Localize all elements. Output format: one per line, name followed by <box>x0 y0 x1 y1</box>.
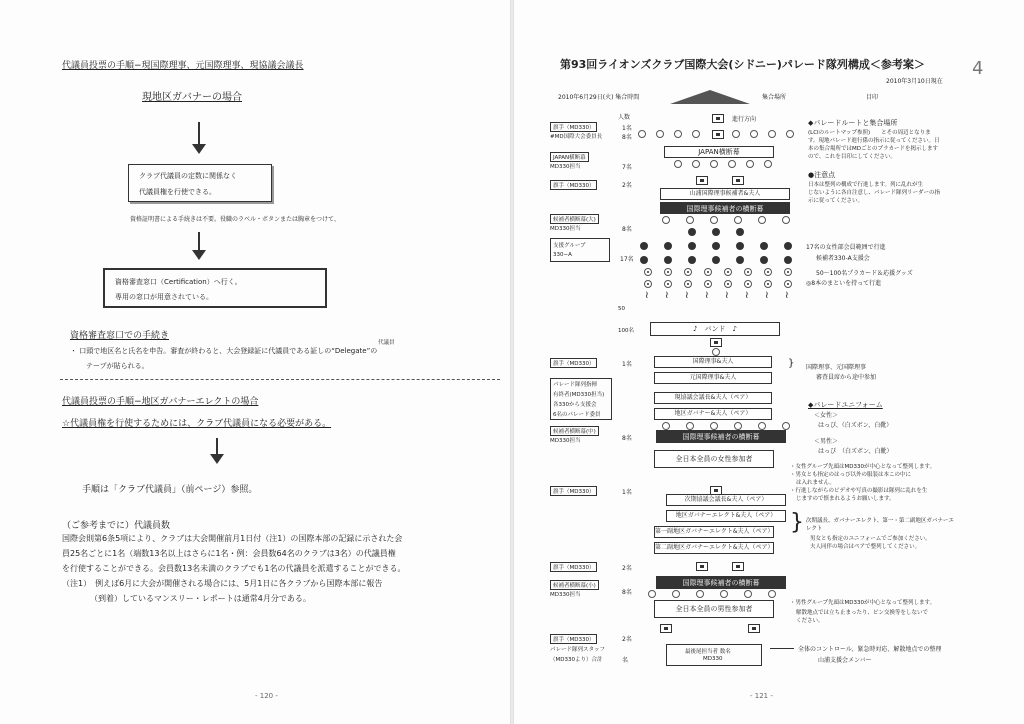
note-no-certificate: 資格証明書による手続きは不要。役職のラベル・ボタンまたは胸章をつけて、 <box>130 216 340 223</box>
pair-box: 地区ガバナー&夫人（ペア） <box>654 408 772 420</box>
intl-note-2: 審査員席から途中参加 <box>816 374 877 381</box>
side-count: 100名 <box>618 328 634 334</box>
women-marker <box>736 228 744 236</box>
women-marker <box>688 228 696 236</box>
women-marker <box>712 242 720 250</box>
flag-icon <box>732 562 744 571</box>
down-arrow-icon <box>198 232 200 258</box>
elect-note: 夫人同伴の場合はペアで整列してください。 <box>810 544 921 550</box>
date-line: 2010年6月29日(火) 集合時間 <box>558 94 640 101</box>
pair-box: 元国際理事&夫人 <box>654 372 772 384</box>
participant-marker <box>734 216 742 224</box>
ruby-delegate: 代議員 <box>378 340 395 346</box>
caution-heading: ●注意点 <box>808 171 836 179</box>
row-count: 2名 <box>622 182 632 189</box>
row-count: 名 <box>622 657 629 664</box>
date-current: 2010年3月10日現在 <box>886 78 943 85</box>
landmark: 目印 <box>866 94 879 101</box>
certification-box: 資格審査窓口（Certification）へ行く。 専用の窓口が用意されている。 <box>103 268 327 308</box>
women-marker <box>640 256 648 264</box>
procedure-line1: ・ 口頭で地区名と氏名を申告。審査が終わると、大会登録証に代議員である証しの“Delegate”の <box>70 347 378 355</box>
mato-note: ◎8本のまといを持って行進 <box>806 280 882 287</box>
placard-marker <box>744 280 752 288</box>
placard-marker <box>704 268 712 276</box>
route-note: 本の集合場所ではMDごとのプラカードを掲示します <box>808 146 938 152</box>
participant-marker <box>696 590 704 598</box>
row-label: #MD国際大会委員長 <box>550 134 603 140</box>
placard-marker <box>684 280 692 288</box>
row-label: MD330担当 <box>550 164 581 170</box>
page-number: - 120 - <box>255 692 278 700</box>
placard-marker <box>644 268 652 276</box>
participant-marker <box>662 216 670 224</box>
row-label: 旗手（MD330） <box>550 358 597 368</box>
mato-icon: ≀ <box>645 290 649 301</box>
direction-label: 進行方向 <box>732 116 757 123</box>
last-staff-box: 最後尾担当者 数名 MD330 <box>666 644 762 666</box>
placard-marker <box>644 280 652 288</box>
placard-marker <box>664 268 672 276</box>
row-label: パレード隊列スタッフ <box>550 647 606 653</box>
placard-marker <box>724 280 732 288</box>
down-arrow-icon <box>198 122 200 152</box>
section1-title: 代議員投票の手順−現国際理事、元国際理事、現協議会議長 <box>62 61 304 71</box>
row-label: 旗手（MD330） <box>550 122 597 132</box>
row-label: 旗手（MD330） <box>550 634 597 644</box>
women-group-note: ・行進しながらのビデオや写真の撮影は隊列に乱れを生 <box>790 488 928 494</box>
reference-line: 員25名ごとに1名（端数13名以上はさらに1名・例：会員数64名のクラブは3名）の代議員権 <box>62 549 396 558</box>
participant-marker <box>782 216 790 224</box>
women-marker <box>664 256 672 264</box>
male-attire: はっぴ （白ズボン、白靴） <box>818 448 893 455</box>
side-count: 50 <box>618 306 625 312</box>
participant-marker <box>710 160 718 168</box>
mato-icon: ≀ <box>685 290 689 301</box>
placards-note: 50〜100名プラカード＆応援グッズ <box>816 270 913 277</box>
flag-icon <box>712 130 724 139</box>
flag-icon <box>696 176 708 185</box>
control-note-2: 山浦支援会メンバー <box>818 657 872 664</box>
row-count: 1名 <box>622 489 632 496</box>
placard-marker <box>784 280 792 288</box>
women-group-note: は入れません。 <box>796 480 835 486</box>
participant-marker <box>734 422 742 430</box>
mato-icon: ≀ <box>665 290 669 301</box>
procedure-heading: 資格審査窓口での手続き <box>70 331 170 341</box>
participant-marker <box>686 216 694 224</box>
women-participants: 全日本全員の女性参加者 <box>654 450 774 468</box>
men-group-note: 解散地点では立ち止まったり、ピン交換等をしないで <box>796 610 929 616</box>
section2-note: ☆代議員権を行使するためには、クラブ代議員になる必要がある。 <box>62 419 332 429</box>
row-label: 候補者横断幕(中) <box>550 426 599 436</box>
flag-icon <box>732 176 744 185</box>
elect-note: 次期議長、ガバナーエレクト、第一・第二副地区ガバナーエ <box>806 518 954 524</box>
participant-marker <box>750 130 758 138</box>
women-marker <box>784 256 792 264</box>
row-label: MD330担当 <box>550 438 581 444</box>
flag-icon <box>712 114 724 123</box>
page-number: - 121 - <box>750 692 773 700</box>
row-label: MD330担当 <box>550 592 581 598</box>
participant-marker <box>720 590 728 598</box>
mato-icon: ≀ <box>785 290 789 301</box>
route-note: す。現地パレード進行係の指示に従ってください。日 <box>808 138 940 144</box>
placard-marker <box>664 280 672 288</box>
participant-marker <box>786 130 794 138</box>
row-label: JAPAN横断幕 <box>550 152 589 162</box>
row-count: 1名 <box>622 125 632 132</box>
intl-director-banner-small: 国際理事候補者の横断幕 <box>656 576 786 589</box>
yamaura-candidate: 山浦国際理事候補者&夫人 <box>660 188 790 200</box>
participant-marker <box>732 130 740 138</box>
band-box: ♪ バンド ♪ <box>650 322 780 336</box>
uniform-heading: ◆パレードユニフォーム <box>808 401 883 409</box>
participant-marker <box>768 590 776 598</box>
men-participants: 全日本全員の男性参加者 <box>654 600 774 618</box>
caution-note: 日本は整列の構成で行進します。列に乱れが生 <box>808 182 924 188</box>
down-arrow-icon <box>216 438 218 462</box>
placard-marker <box>684 268 692 276</box>
women-note: 17名の女性部会員範囲で行進 <box>806 244 886 251</box>
mato-icon: ≀ <box>745 290 749 301</box>
flag-icon <box>696 562 708 571</box>
placard-marker <box>764 280 772 288</box>
procedure-line2: テープが貼られる。 <box>86 362 149 370</box>
right-page <box>514 0 1024 724</box>
route-heading: ◆パレードルートと集合場所 <box>808 119 898 127</box>
participant-marker <box>744 590 752 598</box>
brace-icon: } <box>788 358 795 369</box>
placard-marker <box>764 268 772 276</box>
men-group-note: ・男性グループ先頭はMD330が中心となって整列します。 <box>790 600 936 606</box>
elect-box: 次期協議会議長&夫人（ペア） <box>666 494 786 506</box>
connector-line <box>770 648 794 649</box>
parade-staff-box: パレード隊列指揮 有終者(MD330担当) 各330から支援会 6名のパレード委員 <box>550 378 612 420</box>
support-group-box: 支援グループ 330−A <box>550 238 610 262</box>
row-label: MD330担当 <box>550 226 581 232</box>
participant-marker <box>758 422 766 430</box>
intl-director-banner-mid: 国際理事候補者の横断幕 <box>656 430 786 443</box>
women-marker <box>688 256 696 264</box>
row-label: （MD330より）合計 <box>550 657 603 663</box>
women-marker <box>640 242 648 250</box>
caution-note: じないように各自注意し、パレード隊列リーダーの指 <box>808 190 941 196</box>
flag-icon <box>710 338 722 347</box>
intl-note: 国際理事、元国際理事 <box>806 364 867 371</box>
participant-marker <box>764 160 772 168</box>
start-marker-icon <box>670 90 750 104</box>
women-marker <box>712 256 720 264</box>
count-header: 人数 <box>618 114 631 121</box>
participant-marker <box>710 422 718 430</box>
participant-marker <box>692 160 700 168</box>
women-marker <box>736 256 744 264</box>
route-note: ので、これを目印にしてください。 <box>808 154 896 160</box>
women-marker <box>760 242 768 250</box>
elect-box: 第一副地区ガバナーエレクト&夫人（ペア） <box>654 526 774 538</box>
route-note: (LCIのルートマップ参照) とその周辺となりま <box>808 130 931 136</box>
elect-note: レクト <box>806 526 823 532</box>
participant-marker <box>710 216 718 224</box>
governor-box: クラブ代議員の定数に関係なく 代議員権を行使できる。 <box>128 164 272 202</box>
participant-marker <box>782 422 790 430</box>
pair-box: 現協議会議長&夫人（ペア） <box>654 392 772 404</box>
parade-title: 第93回ライオンズクラブ国際大会(シドニー)パレード隊列構成＜参考案＞ <box>560 58 925 71</box>
participant-marker <box>648 590 656 598</box>
participant-marker <box>638 130 646 138</box>
intl-director-banner: 国際理事候補者の横断幕 <box>660 202 790 214</box>
divider <box>60 379 500 380</box>
row-label: 旗手（MD330） <box>550 562 597 572</box>
reference-line: を行使することができる。会員数13名未満のクラブでも1名の代議員を派遣することができる。 <box>62 564 406 573</box>
placard-marker <box>704 280 712 288</box>
participant-marker <box>672 590 680 598</box>
placard-marker <box>744 268 752 276</box>
placard-marker <box>724 268 732 276</box>
participant-marker <box>728 160 736 168</box>
pair-box: 国際理事&夫人 <box>654 356 772 368</box>
women-group-note: じますので慎まれるようお願いします。 <box>796 496 895 502</box>
meet-place: 集合場所 <box>762 94 787 101</box>
row-count: 2名 <box>622 565 632 572</box>
female-attire: はっぴ、（白ズボン、白靴） <box>818 422 893 429</box>
participant-marker <box>674 130 682 138</box>
participant-marker <box>746 160 754 168</box>
women-marker <box>712 228 720 236</box>
row-count: 7名 <box>622 164 632 171</box>
row-count: 17名 <box>620 256 634 263</box>
corner-number: 4 <box>972 58 984 79</box>
row-count: 8名 <box>622 435 632 442</box>
women-marker <box>664 242 672 250</box>
participant-marker <box>692 130 700 138</box>
men-group-note: ください。 <box>796 618 824 624</box>
caution-note: 示に従ってください。 <box>808 198 864 204</box>
placard-marker <box>784 268 792 276</box>
mato-icon: ≀ <box>725 290 729 301</box>
flag-icon <box>748 624 760 633</box>
reference-line: 国際会則第6条5項により、クラブは大会開催前月1日付（注1）の国際本部の記録に示された会 <box>62 534 403 543</box>
women-group-note: ・男女とも指定のはっぴ以外の服装は本この中に <box>790 472 912 478</box>
elect-box: 第二副地区ガバナーエレクト&夫人（ペア） <box>654 542 774 554</box>
reference-line: （到着）しているマンスリー・レポートは通常4月分である。 <box>62 594 311 603</box>
participant-marker <box>712 348 720 356</box>
row-label: 旗手（MD330） <box>550 486 597 496</box>
row-count: 8名 <box>622 134 632 141</box>
row-count: 2名 <box>622 636 632 643</box>
women-group-note: ・女性グループ先頭はMD330が中心となって整列します。 <box>790 464 936 470</box>
participant-marker <box>758 216 766 224</box>
subtitle-current-governor: 現地区ガバナーの場合 <box>142 92 242 103</box>
step-reference: 手順は「クラブ代議員」（前ページ）参照。 <box>82 485 258 495</box>
participant-marker <box>686 422 694 430</box>
elect-box: 地区ガバナーエレクト&夫人（ペア） <box>666 510 786 522</box>
left-page <box>0 0 510 724</box>
female-label: ＜女性＞ <box>814 412 839 419</box>
participant-marker <box>768 130 776 138</box>
japan-banner: JAPAN横断幕 <box>664 146 774 158</box>
women-marker <box>736 242 744 250</box>
row-count: 8名 <box>622 589 632 596</box>
mato-icon: ≀ <box>705 290 709 301</box>
row-label: 旗手（MD330） <box>550 180 597 190</box>
control-note: 全体のコントロール、緊急時対応、解散地点での整理 <box>798 646 942 653</box>
participant-marker <box>662 422 670 430</box>
row-count: 8名 <box>622 226 632 233</box>
section2-title: 代議員投票の手順−地区ガバナーエレクトの場合 <box>62 397 259 407</box>
reference-heading: （ご参考までに）代議員数 <box>62 521 171 531</box>
row-label: 候補者横断幕(小) <box>550 580 599 590</box>
women-marker <box>760 256 768 264</box>
participant-marker <box>674 160 682 168</box>
elect-note: 男女とも指定のユニフォームでご参加ください。 <box>810 536 931 542</box>
row-label: 候補者横断幕(大) <box>550 214 599 224</box>
male-label: ＜男性＞ <box>814 438 839 445</box>
participant-marker <box>656 130 664 138</box>
brace-icon: } <box>790 510 804 535</box>
women-marker <box>784 242 792 250</box>
flag-icon <box>660 624 672 633</box>
women-note-2: 候補者330-A支援会 <box>816 255 870 262</box>
mato-icon: ≀ <box>765 290 769 301</box>
reference-line: （注1） 例えば6月に大会が開催される場合には、5月1日に各クラブから国際本部に報告 <box>62 579 383 588</box>
row-count: 1名 <box>622 361 632 368</box>
women-marker <box>688 242 696 250</box>
